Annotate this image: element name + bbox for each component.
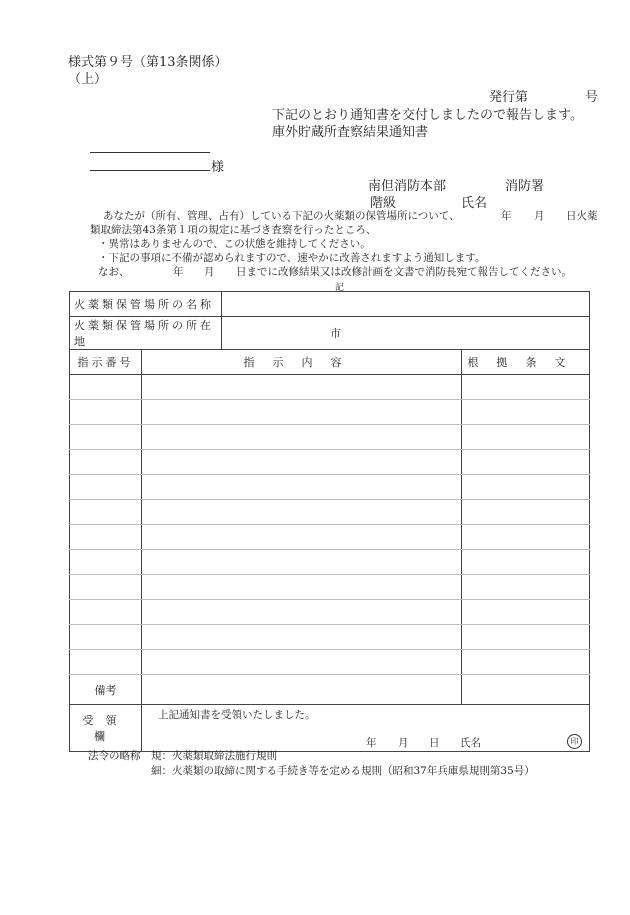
body-line-5-rest: 日までに改修結果又は改修計画を文書で消防長宛て報告してください。 bbox=[236, 266, 572, 278]
receipt-month: 月 bbox=[398, 737, 409, 749]
body-line-5-month: 月 bbox=[204, 266, 215, 278]
receipt-year: 年 bbox=[366, 737, 377, 749]
instruction-basis[interactable] bbox=[462, 375, 590, 400]
body-line-5: なお、 bbox=[98, 266, 130, 278]
body-line-2: 類取締法第43条第１項の規定に基づき査察を行ったところ、 bbox=[90, 224, 377, 236]
instruction-basis[interactable] bbox=[462, 525, 590, 550]
issuer-rank: 階級 bbox=[370, 196, 397, 211]
instruction-no[interactable] bbox=[70, 450, 142, 475]
instruction-no[interactable] bbox=[70, 550, 142, 575]
instruction-content[interactable] bbox=[142, 450, 462, 475]
instruction-no[interactable] bbox=[70, 600, 142, 625]
instruction-no[interactable] bbox=[70, 475, 142, 500]
instruction-content[interactable] bbox=[142, 600, 462, 625]
instruction-no[interactable] bbox=[70, 650, 142, 675]
receipt-field[interactable] bbox=[142, 705, 590, 752]
abbrev-1: 規：火薬類取締法施行規則 bbox=[151, 750, 277, 762]
storage-location-label: 火薬類保管場所の所在地 bbox=[70, 317, 222, 350]
receipt-text: 上記通知書を受領いたしました。 bbox=[158, 709, 316, 721]
instruction-content[interactable] bbox=[142, 625, 462, 650]
instruction-basis[interactable] bbox=[462, 400, 590, 425]
col-header-content: 指示内容 bbox=[142, 350, 462, 375]
storage-location-value[interactable] bbox=[222, 317, 590, 350]
col-header-basis: 根拠条文 bbox=[462, 350, 590, 375]
instruction-content[interactable] bbox=[142, 500, 462, 525]
instruction-basis[interactable] bbox=[462, 575, 590, 600]
instruction-basis[interactable] bbox=[462, 450, 590, 475]
issue-number-suffix: 号 bbox=[585, 90, 599, 105]
body-line-1: あなたが（所有、管理、占有）している下記の火薬類の保管場所について、 bbox=[103, 210, 460, 222]
document-title: 庫外貯蔵所査察結果通知書 bbox=[272, 125, 429, 140]
remarks-label: 備考 bbox=[70, 675, 142, 705]
abbrev-label: 法令の略称 bbox=[88, 750, 141, 762]
issue-number-label: 発行第 bbox=[489, 90, 529, 105]
instruction-basis[interactable] bbox=[462, 425, 590, 450]
instruction-no[interactable] bbox=[70, 400, 142, 425]
receipt-name-label: 氏名 bbox=[460, 737, 481, 749]
instruction-no[interactable] bbox=[70, 525, 142, 550]
instruction-content[interactable] bbox=[142, 375, 462, 400]
storage-name-value[interactable] bbox=[222, 292, 590, 317]
remarks-value[interactable] bbox=[142, 675, 462, 705]
instruction-no[interactable] bbox=[70, 375, 142, 400]
form-side: （上） bbox=[68, 72, 108, 87]
abbrev-2: 細：火薬類の取締に関する手続き等を定める規則（昭和37年兵庫県規則第35号） bbox=[151, 765, 535, 777]
instruction-basis[interactable] bbox=[462, 600, 590, 625]
form-number: 様式第９号（第13条関係） bbox=[68, 55, 228, 70]
instruction-content[interactable] bbox=[142, 475, 462, 500]
instruction-basis[interactable] bbox=[462, 500, 590, 525]
instruction-content[interactable] bbox=[142, 525, 462, 550]
instruction-basis[interactable] bbox=[462, 625, 590, 650]
receipt-label: 受領欄 bbox=[70, 705, 142, 752]
instruction-basis[interactable] bbox=[462, 550, 590, 575]
receipt-day: 日 bbox=[429, 737, 440, 749]
instruction-content[interactable] bbox=[142, 650, 462, 675]
city-label: 市 bbox=[330, 327, 341, 340]
instruction-basis[interactable] bbox=[462, 650, 590, 675]
addressee-line-2 bbox=[90, 170, 210, 171]
body-bullet-2: ・下記の事項に不備が認められますので、速やかに改善されますよう通知します。 bbox=[98, 252, 486, 264]
instruction-basis[interactable] bbox=[462, 475, 590, 500]
remarks-extra[interactable] bbox=[462, 675, 590, 705]
storage-name-label: 火薬類保管場所の名称 bbox=[70, 292, 222, 317]
issuer-name: 氏名 bbox=[461, 196, 488, 211]
instruction-no[interactable] bbox=[70, 625, 142, 650]
report-line: 下記のとおり通知書を交付しましたので報告します。 bbox=[272, 108, 583, 123]
issuer-hq: 南但消防本部 bbox=[368, 179, 447, 194]
seal-text: 印 bbox=[567, 734, 582, 749]
body-line-1-day: 日火薬 bbox=[566, 210, 598, 222]
body-bullet-1: ・異常はありませんので、この状態を維持してください。 bbox=[98, 238, 371, 250]
body-line-1-year: 年 bbox=[501, 210, 512, 222]
issuer-station: 消防署 bbox=[505, 179, 545, 194]
instruction-content[interactable] bbox=[142, 400, 462, 425]
instruction-no[interactable] bbox=[70, 425, 142, 450]
instruction-no[interactable] bbox=[70, 500, 142, 525]
instruction-no[interactable] bbox=[70, 575, 142, 600]
body-line-5-year: 年 bbox=[173, 266, 184, 278]
instruction-content[interactable] bbox=[142, 550, 462, 575]
instruction-content[interactable] bbox=[142, 575, 462, 600]
addressee-suffix: 様 bbox=[211, 160, 225, 175]
inspection-table bbox=[69, 291, 590, 752]
ki-marker: 記 bbox=[335, 283, 345, 293]
col-header-no: 指示番号 bbox=[70, 350, 142, 375]
instruction-content[interactable] bbox=[142, 425, 462, 450]
addressee-line-1 bbox=[90, 152, 210, 153]
body-line-1-month: 月 bbox=[534, 210, 545, 222]
seal-icon bbox=[567, 734, 582, 749]
